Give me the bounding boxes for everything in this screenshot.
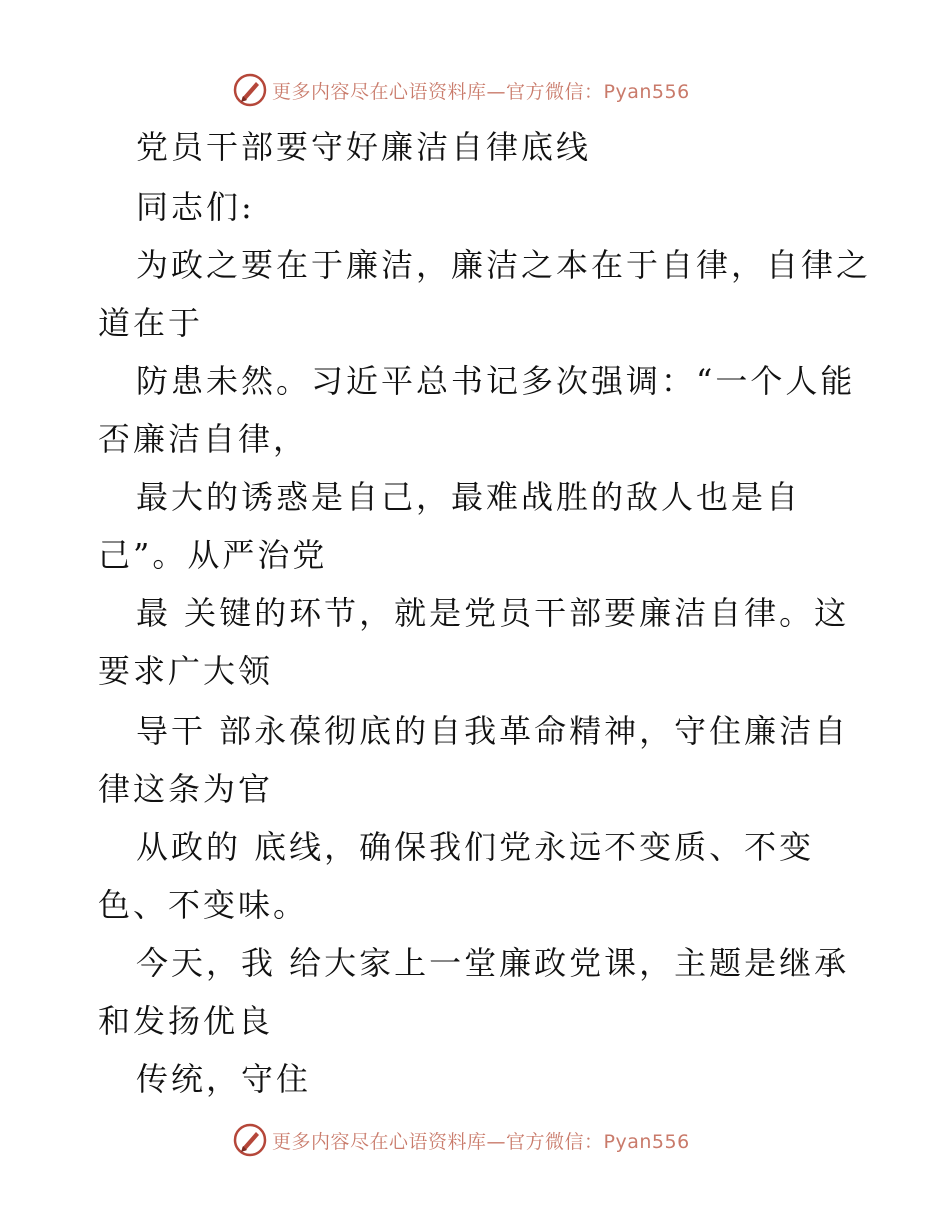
text-line: 防患未然。习近平总书记多次强调：“一个人能 (136, 362, 856, 400)
watermark-text: 更多内容尽在心语资料库—官方微信：Pyan556 (272, 80, 690, 103)
text-line: 色、不变味。 (98, 886, 309, 924)
watermark-text: 更多内容尽在心语资料库—官方微信：Pyan556 (272, 1130, 690, 1153)
text-line: 最 关键的环节，就是党员干部要廉洁自律。这 (136, 594, 850, 632)
text-line: 从政的 底线，确保我们党永远不变质、不变 (136, 828, 815, 866)
text-line: 要求广大领 (98, 652, 274, 690)
text-line: 道在于 (98, 304, 204, 342)
text-line: 传统，守住 (136, 1060, 312, 1098)
watermark-banner-top (232, 70, 690, 110)
text-line: 今天，我 给大家上一堂廉政党课，主题是继承 (136, 944, 850, 982)
pen-logo-icon (232, 72, 268, 108)
text-line: 否廉洁自律， (98, 420, 309, 458)
text-line: 最大的诱惑是自己，最难战胜的敌人也是自 (136, 478, 802, 516)
pen-logo-icon (232, 1122, 268, 1158)
document-title: 党员干部要守好廉洁自律底线 (136, 128, 592, 166)
text-line: 律这条为官 (98, 770, 274, 808)
text-line: 和发扬优良 (98, 1002, 274, 1040)
watermark-banner-bottom (232, 1120, 690, 1160)
text-line: 己”。从严治党 (98, 536, 328, 574)
text-line: 为政之要在于廉洁，廉洁之本在于自律，自律之 (136, 246, 872, 284)
salutation: 同志们: (136, 188, 255, 226)
text-line: 导干 部永葆彻底的自我革命精神，守住廉洁自 (136, 712, 850, 750)
